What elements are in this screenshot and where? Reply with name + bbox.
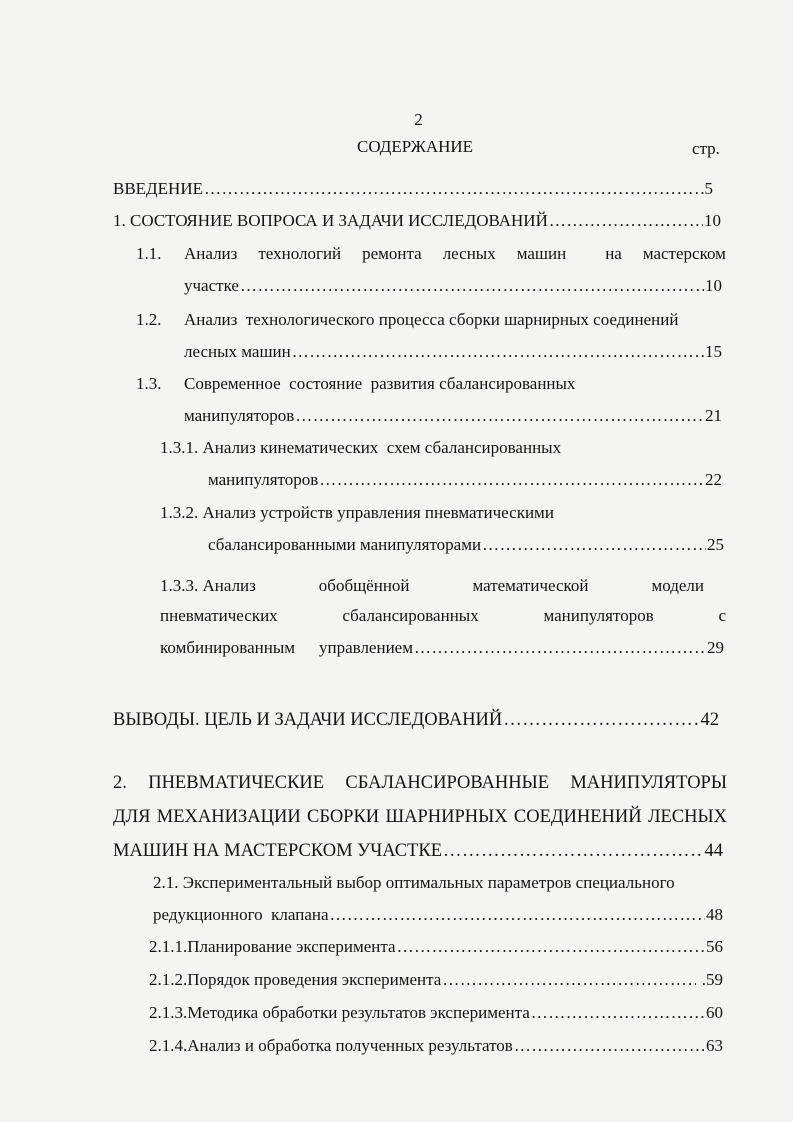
toc-entry-1-2-number: 1.2. xyxy=(136,310,162,329)
leader-dots xyxy=(414,637,706,659)
word: с xyxy=(718,606,726,625)
toc-entry-label: редукционного клапана xyxy=(153,905,329,924)
toc-entry-1-3-2-title: 1.3.2. Анализ устройств управления пневматическими xyxy=(160,503,554,522)
toc-entry-label: манипуляторов xyxy=(184,406,295,425)
word: пневматических xyxy=(160,606,278,625)
leader-dots xyxy=(442,969,695,991)
toc-entry-label: лесных машин xyxy=(184,342,291,361)
toc-entry-page: 42 xyxy=(700,710,719,730)
toc-entry-label: участке xyxy=(184,276,239,295)
leader-dots xyxy=(503,708,699,732)
toc-entry-chapter-2-line-3 xyxy=(113,839,723,863)
word: ремонта xyxy=(362,244,422,263)
word: комбинированным xyxy=(160,638,295,657)
toc-entry-page: 60 xyxy=(706,1003,723,1022)
toc-entry-label: 2.1.4.Анализ и обработка полученных результатов xyxy=(149,1036,513,1055)
leader-dots xyxy=(295,405,704,427)
toc-entry-label: ВЫВОДЫ. ЦЕЛЬ И ЗАДАЧИ ИССЛЕДОВАНИЙ xyxy=(113,710,503,730)
toc-entry-1-3-1-continuation xyxy=(208,469,722,491)
toc-entry-page: 5 xyxy=(704,179,713,198)
toc-entry-1-1-continuation xyxy=(184,275,722,297)
toc-entry-conclusions xyxy=(113,708,719,732)
toc-entry-page: 48 xyxy=(706,905,723,924)
toc-entry-2-1-1 xyxy=(149,936,723,958)
toc-entry-page: 15 xyxy=(705,342,722,361)
toc-entry-page: 44 xyxy=(704,841,723,861)
word: математической xyxy=(472,576,589,595)
toc-entry-chapter-2-line-1 xyxy=(113,771,727,795)
toc-entry-1-3-3-line-2 xyxy=(160,605,726,627)
toc-entry-page: .59 xyxy=(701,970,723,989)
leader-dots xyxy=(482,534,706,556)
toc-entry-2-1-title: 2.1. Экспериментальный выбор оптимальных параметров специального xyxy=(153,873,675,892)
toc-entry-label: 1. СОСТОЯНИЕ ВОПРОСА И ЗАДАЧИ ИССЛЕДОВАНИЙ xyxy=(113,211,548,230)
toc-entry-1-3-continuation xyxy=(184,405,722,427)
word: ДЛЯ xyxy=(113,807,151,827)
toc-entry-label: сбалансированными манипуляторами xyxy=(208,535,482,554)
leader-dots xyxy=(240,275,704,297)
word: 2. xyxy=(113,773,127,793)
toc-entry-1-3-title: Современное состояние развития сбалансированных xyxy=(184,374,576,393)
word: СБАЛАНСИРОВАННЫЕ xyxy=(345,773,550,793)
toc-entry-intro xyxy=(113,178,713,200)
toc-entry-1-3-3-title xyxy=(160,575,704,597)
word: Анализ xyxy=(184,244,238,263)
toc-entry-page: 63 xyxy=(706,1036,723,1055)
toc-entry-chapter-2-line-2 xyxy=(113,805,727,829)
word: ШАРНИРНЫХ xyxy=(385,807,508,827)
page-column-label: стр. xyxy=(692,139,720,158)
word: лесных xyxy=(442,244,496,263)
leader-dots xyxy=(330,904,705,926)
toc-entry-label: МАШИН НА МАСТЕРСКОМ УЧАСТКЕ xyxy=(113,841,442,861)
word: МЕХАНИЗАЦИИ xyxy=(156,807,301,827)
page-number xyxy=(0,109,793,131)
toc-entry-page: 56 xyxy=(706,937,723,956)
word: технологий xyxy=(258,244,342,263)
toc-entry-label: 2.1.1.Планирование эксперимента xyxy=(149,937,396,956)
page-number-text: 2 xyxy=(414,110,423,129)
toc-entry-2-1-continuation xyxy=(153,904,723,926)
word: манипуляторов xyxy=(543,606,654,625)
leader-dots xyxy=(443,839,704,863)
toc-entry-page: 10 xyxy=(704,211,721,230)
leader-dots xyxy=(549,210,703,232)
toc-entry-label: манипуляторов xyxy=(208,470,319,489)
toc-entry-page: 10 xyxy=(705,276,722,295)
toc-entry-2-1-3 xyxy=(149,1002,723,1024)
toc-entry-page: 21 xyxy=(705,406,722,425)
toc-entry-1-2-continuation xyxy=(184,341,722,363)
word: сбалансированных xyxy=(342,606,479,625)
toc-entry-label: 2.1.3.Методика обработки результатов эксперимента xyxy=(149,1003,530,1022)
leader-dots xyxy=(397,936,705,958)
word: мастерском xyxy=(642,244,726,263)
word: машин xyxy=(516,244,567,263)
toc-entry-1-2-title: Анализ технологического процесса сборки шарнирных соединений xyxy=(184,310,679,329)
word: СОЕДИНЕНИЙ xyxy=(513,807,642,827)
word: МАНИПУЛЯТОРЫ xyxy=(570,773,727,793)
leader-dots xyxy=(292,341,704,363)
word: модели xyxy=(651,576,704,595)
toc-entry-1-3-number: 1.3. xyxy=(136,374,162,393)
leader-dots xyxy=(204,178,704,200)
toc-entry-page: 22 xyxy=(705,470,722,489)
word: ЛЕСНЫХ xyxy=(647,807,727,827)
word: ПНЕВМАТИЧЕСКИЕ xyxy=(148,773,325,793)
toc-entry-1-3-3-line-3 xyxy=(160,637,724,659)
toc-entry-label: 2.1.2.Порядок проведения эксперимента xyxy=(149,970,442,989)
leader-dots xyxy=(514,1035,705,1057)
toc-entry-2-1-2 xyxy=(149,969,723,991)
word: обобщённой xyxy=(318,576,410,595)
word: 1.3.3. Анализ xyxy=(160,576,256,595)
toc-entry-label: ВВЕДЕНИЕ xyxy=(113,179,203,198)
toc-entry-1-3-2-continuation xyxy=(208,534,724,556)
toc-entry-chapter-1 xyxy=(113,210,721,232)
word: на xyxy=(605,244,622,263)
toc-entry-page: 29 xyxy=(707,638,724,657)
toc-entry-2-1-4 xyxy=(149,1035,723,1057)
toc-title: СОДЕРЖАНИЕ xyxy=(357,137,474,156)
word: СБОРКИ xyxy=(306,807,380,827)
toc-entry-1-1-number: 1.1. xyxy=(136,244,162,263)
leader-dots xyxy=(531,1002,705,1024)
toc-entry-label: управлением xyxy=(319,638,413,657)
toc-entry-1-1-title xyxy=(184,243,726,265)
toc-entry-1-3-1-title: 1.3.1. Анализ кинематических схем сбалансированных xyxy=(160,438,562,457)
toc-entry-page: 25 xyxy=(707,535,724,554)
leader-dots xyxy=(319,469,704,491)
